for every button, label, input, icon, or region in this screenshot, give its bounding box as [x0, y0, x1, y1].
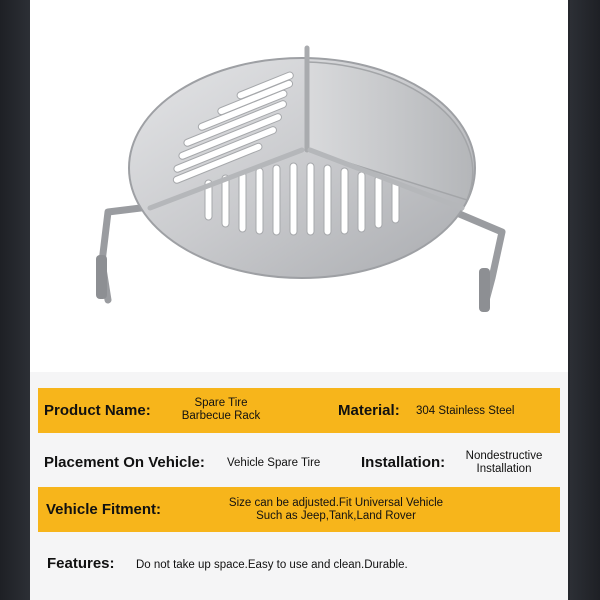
placement-value: Vehicle Spare Tire	[227, 457, 321, 469]
installation-value	[456, 450, 552, 476]
fitment-value	[211, 497, 461, 523]
grill-rack-illustration	[30, 0, 568, 372]
fitment-row	[38, 487, 560, 532]
product-name-value	[166, 397, 276, 423]
product-name-row	[38, 388, 560, 433]
fitment-label: Vehicle Fitment:	[46, 501, 162, 518]
material-label: Material:	[338, 402, 400, 419]
material-value: 304 Stainless Steel	[416, 405, 515, 417]
features-label: Features:	[47, 555, 115, 572]
features-row	[38, 545, 560, 585]
left-frame-edge	[0, 0, 30, 600]
product-photo	[30, 0, 568, 372]
product-name-value-line2: Barbecue Rack	[181, 410, 261, 422]
fitment-value-line1: Size can be adjusted.Fit Universal Vehicle	[228, 497, 444, 509]
product-name-value-line1: Spare Tire	[194, 397, 248, 409]
grill-grate	[129, 48, 475, 278]
installation-label: Installation:	[361, 454, 446, 471]
product-name-label: Product Name:	[44, 402, 151, 419]
installation-value-line2: Installation	[476, 463, 532, 475]
installation-value-line1: Nondestructive	[465, 450, 543, 462]
features-value: Do not take up space.Easy to use and clean.Durable.	[136, 559, 408, 571]
fitment-value-line2: Such as Jeep,Tank,Land Rover	[256, 510, 416, 522]
placement-label: Placement On Vehicle:	[44, 454, 205, 471]
placement-row	[38, 442, 560, 484]
product-panel	[30, 0, 568, 600]
right-frame-edge	[570, 0, 600, 600]
